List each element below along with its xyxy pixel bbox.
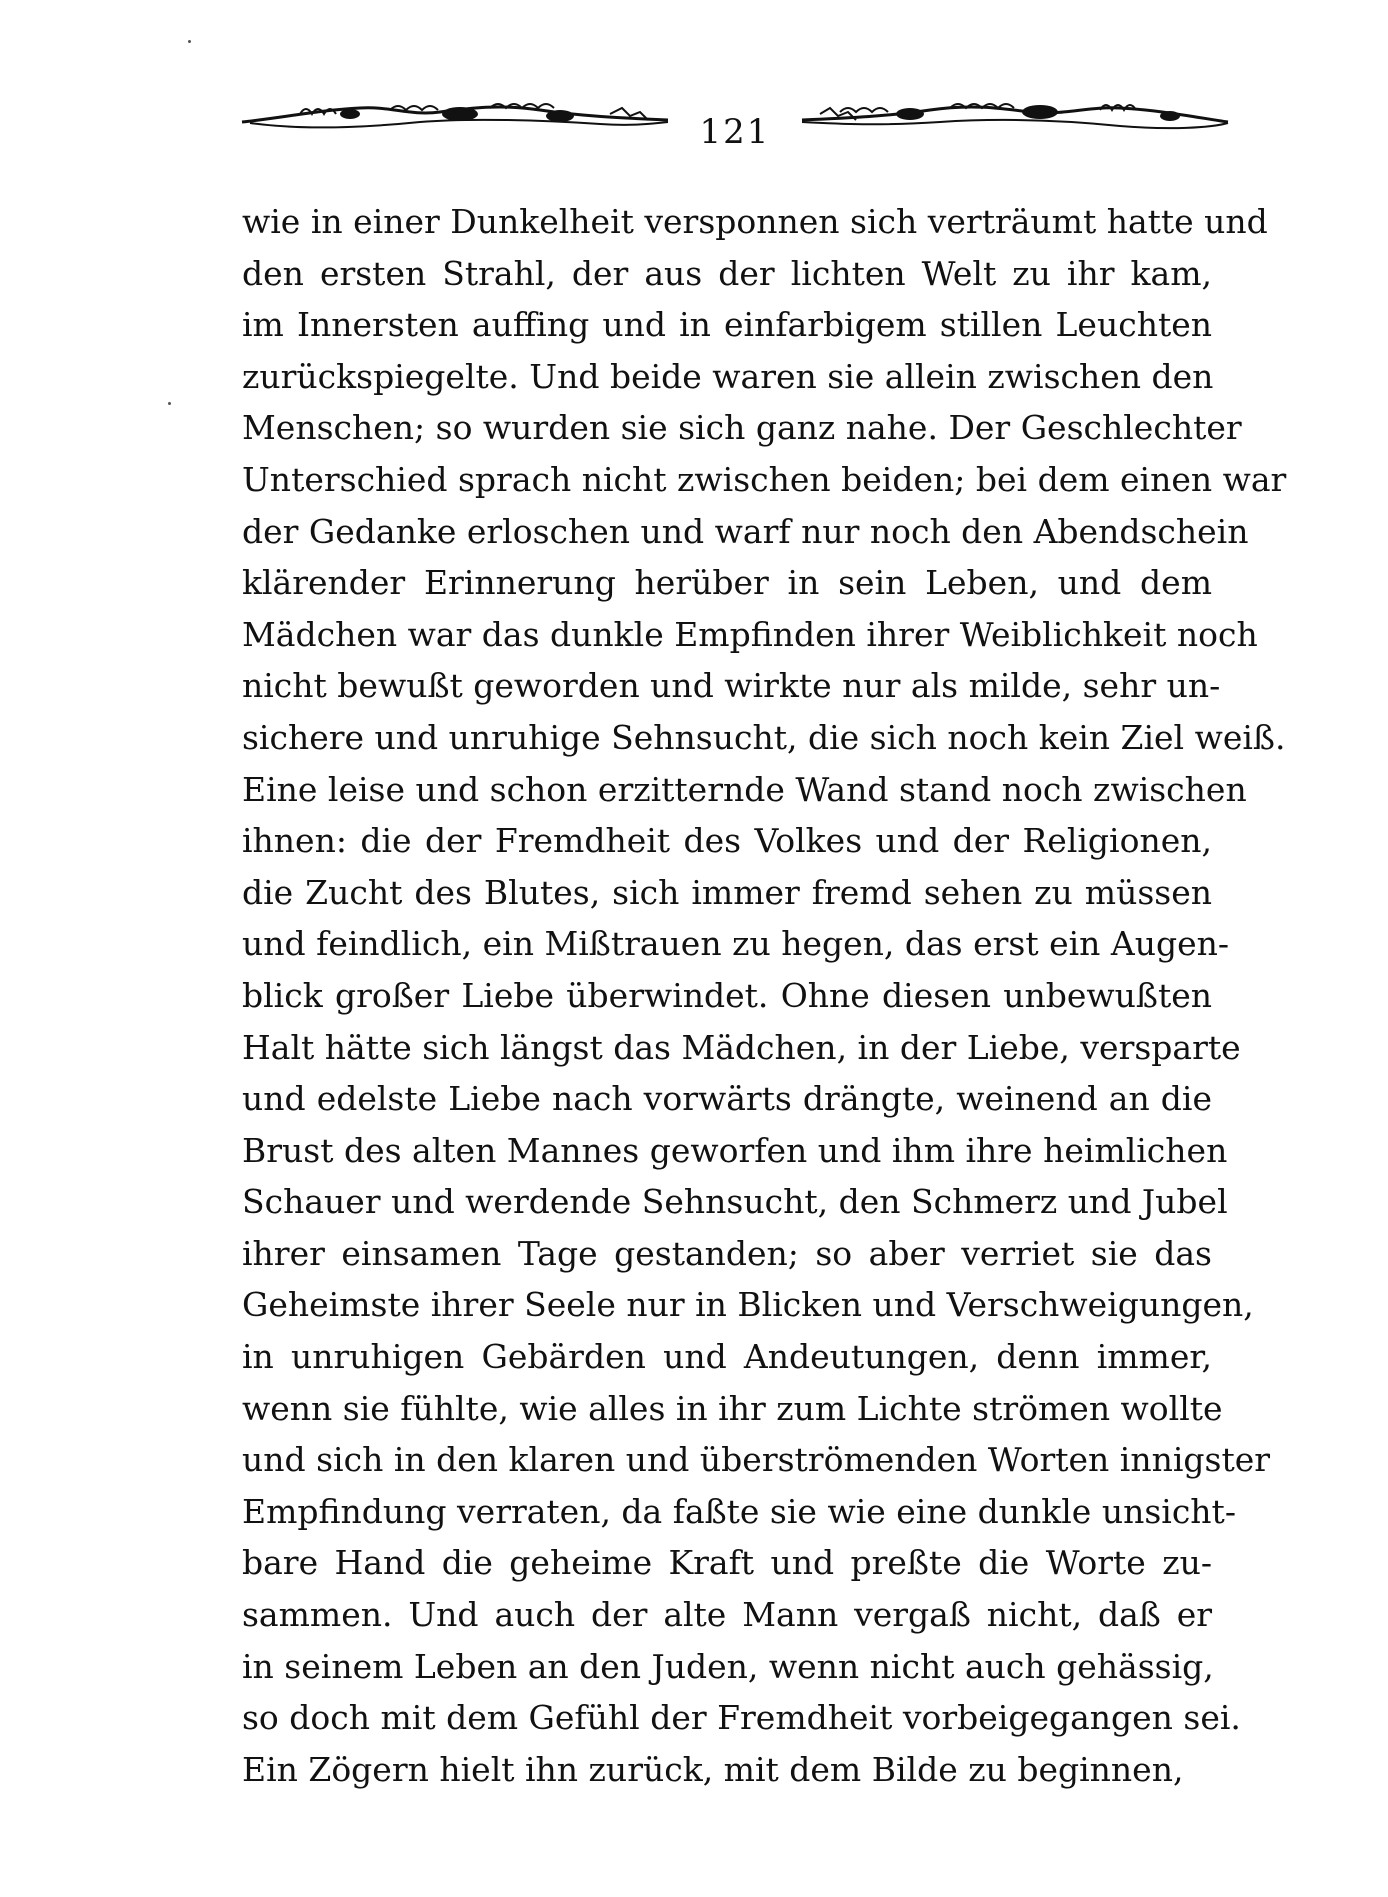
text-line: Brust des alten Mannes geworfen und ihm ihre heimlichen [242,1130,1228,1170]
text-line: Mädchen war das dunkle Empfinden ihrer Weiblichkeit noch [242,614,1258,654]
body-text [242,196,1287,1795]
text-line: die Zucht des Blutes, sich immer fremd sehen zu müssen [242,872,1212,912]
page-header [240,100,1230,160]
floral-vine-ornament-icon [240,100,670,160]
text-line: ihrer einsamen Tage gestanden; so aber verriet sie das [242,1233,1212,1273]
text-line: Empfindung verraten, da faßte sie wie eine dunkle unsicht- [242,1491,1236,1531]
text-line: Halt hätte sich längst das Mädchen, in der Liebe, versparte [242,1027,1241,1067]
text-line: zurückspiegelte. Und beide waren sie allein zwischen den [242,356,1214,396]
text-line: sichere und unruhige Sehnsucht, die sich noch kein Ziel weiß. [242,717,1286,757]
text-line: klärender Erinnerung herüber in sein Leben, und dem [242,563,1212,603]
text-line: Eine leise und schon erzitternde Wand stand noch zwischen [242,769,1247,809]
text-line: so doch mit dem Gefühl der Fremdheit vorbeigegangen sei. [242,1698,1241,1738]
text-line: nicht bewußt geworden und wirkte nur als milde, sehr un- [242,666,1221,706]
text-line: ihnen: die der Fremdheit des Volkes und der Religionen, [242,821,1212,861]
text-line: bare Hand die geheime Kraft und preßte die Worte zu- [242,1543,1212,1583]
text-line: Menschen; so wurden sie sich ganz nahe. Der Geschlechter [242,408,1242,448]
stray-mark [188,40,191,43]
text-line: wenn sie fühlte, wie alles in ihr zum Lichte strömen wollte [242,1388,1223,1428]
text-line: und sich in den klaren und überströmenden Worten innigster [242,1440,1271,1480]
text-line: in seinem Leben an den Juden, wenn nicht auch gehässig, [242,1646,1214,1686]
text-line: in unruhigen Gebärden und Andeutungen, denn immer, [242,1337,1212,1377]
text-line: blick großer Liebe überwindet. Ohne diesen unbewußten [242,975,1212,1015]
text-line: und edelste Liebe nach vorwärts drängte, weinend an die [242,1079,1212,1119]
text-line: Schauer und werdende Sehnsucht, den Schmerz und Jubel [242,1182,1228,1222]
stray-mark [168,402,171,405]
text-line: sammen. Und auch der alte Mann vergaß nicht, daß er [242,1595,1212,1635]
text-line: wie in einer Dunkelheit versponnen sich verträumt hatte und [242,202,1268,241]
text-line: Unterschied sprach nicht zwischen beiden; bei dem einen war [242,459,1287,499]
text-line: im Innersten auffing und in einfarbigem stillen Leuchten [242,305,1212,345]
text-line: Ein Zögern hielt ihn zurück, mit dem Bilde zu beginnen, [242,1749,1184,1789]
text-line: Geheimste ihrer Seele nur in Blicken und Verschweigungen, [242,1285,1254,1325]
text-line: der Gedanke erloschen und warf nur noch den Abendschein [242,511,1249,551]
text-line: und feindlich, ein Mißtrauen zu hegen, das erst ein Augen- [242,924,1230,964]
page-number: 121 [699,112,771,152]
text-line: den ersten Strahl, der aus der lichten Welt zu ihr kam, [242,253,1212,293]
floral-vine-ornament-icon [800,100,1230,160]
